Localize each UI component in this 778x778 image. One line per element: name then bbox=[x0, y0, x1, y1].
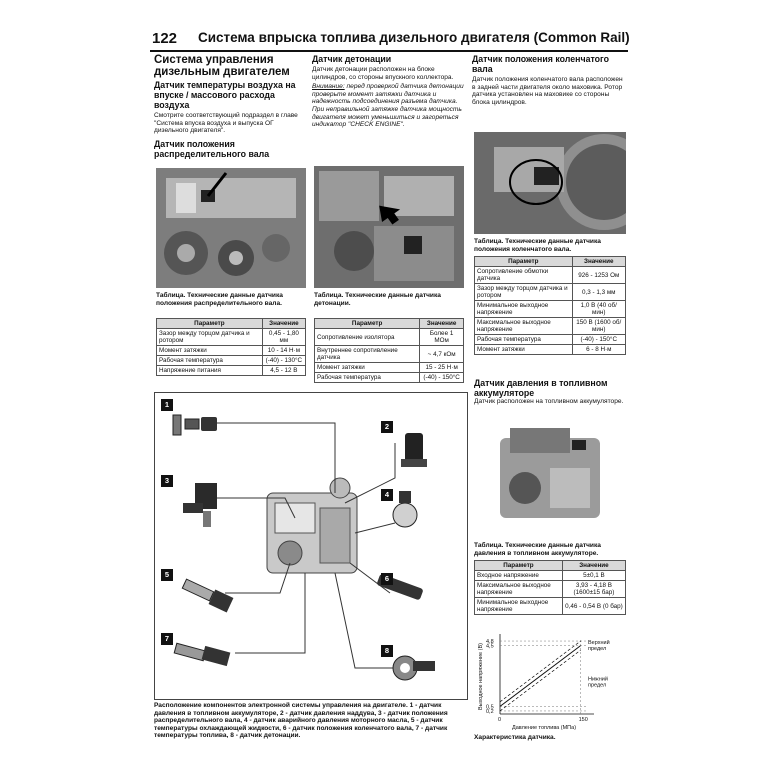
x-axis-label: Давление топлива (МПа) bbox=[512, 725, 577, 731]
table-cell: Более 1 МОм bbox=[420, 329, 464, 346]
table-row bbox=[475, 581, 626, 598]
table-cell: Максимальное выходное напряжение bbox=[475, 318, 573, 335]
table-row bbox=[475, 345, 626, 355]
series-line-3 bbox=[500, 650, 581, 711]
y-axis-label: Выходное напряжение (В) bbox=[478, 643, 484, 710]
annotation-upper-limit: Верхний предел bbox=[588, 640, 610, 653]
table-cell: 15 - 25 Н·м bbox=[420, 363, 464, 373]
table-row bbox=[475, 301, 626, 318]
table-header: Параметр bbox=[475, 257, 573, 267]
table-row bbox=[475, 267, 626, 284]
table-row bbox=[157, 356, 306, 366]
knock-sensor-photo bbox=[314, 166, 464, 288]
x-tick-label: 150 bbox=[578, 717, 588, 723]
warning-text: перед проверкой датчика детонации проверьте момент затяжки датчика и надежность подсоединения разъема датчика. При неправильной затяжке датчика мощность двигателя может уменьшиться и загореться индикатор "CHECK ENGINE". bbox=[312, 83, 464, 129]
rail-spec-table bbox=[474, 560, 626, 615]
table-cell: Внутреннее сопротивление датчика bbox=[315, 346, 420, 363]
graph-caption: Характеристика датчика. bbox=[474, 734, 556, 741]
page-title: Система впрыска топлива дизельного двигателя (Common Rail) bbox=[198, 30, 630, 45]
page-header bbox=[150, 28, 628, 52]
camshaft-table-caption: Таблица. Технические данные датчика положения распределительного вала. bbox=[156, 292, 283, 307]
camshaft-spec-table bbox=[156, 318, 306, 376]
table-cell: Минимальное выходное напряжение bbox=[475, 598, 563, 615]
series-line-2 bbox=[500, 641, 581, 702]
table-row bbox=[315, 363, 464, 373]
engine-drawing bbox=[267, 478, 357, 573]
table-row bbox=[315, 373, 464, 383]
table-cell: Сопротивление изолятора bbox=[315, 329, 420, 346]
crank-sensor-photo bbox=[474, 132, 626, 234]
components-diagram bbox=[154, 392, 468, 700]
label-6: 6 bbox=[381, 573, 393, 585]
table-cell: Входное напряжение bbox=[475, 571, 563, 581]
table-cell: Рабочая температура bbox=[315, 373, 420, 383]
section-title: Система управления дизельным двигателем bbox=[154, 54, 290, 78]
label-3: 3 bbox=[161, 475, 173, 487]
label-7: 7 bbox=[161, 633, 173, 645]
table-row bbox=[475, 335, 626, 345]
subsection-air-temp-text: Смотрите соответствующий подраздел в главе "Система впуска воздуха и выпуска ОГ дизельного двигателя". bbox=[154, 112, 298, 135]
table-cell: 0,46 - 0,54 В (0 бар) bbox=[562, 598, 625, 615]
table-cell: Минимальное выходное напряжение bbox=[475, 301, 573, 318]
table-cell: Момент затяжки bbox=[157, 346, 263, 356]
table-cell: 0,45 - 1,80 мм bbox=[262, 329, 305, 346]
warning-label: Внимание: bbox=[312, 83, 345, 91]
crank-sensor-title: Датчик положения коленчатого вала bbox=[472, 54, 609, 74]
table-row bbox=[157, 346, 306, 356]
table-cell: 4,5 - 12 В bbox=[262, 366, 305, 376]
y-tick-label: 4,5 bbox=[486, 643, 494, 650]
table-cell: Рабочая температура bbox=[475, 335, 573, 345]
table-cell: Напряжение питания bbox=[157, 366, 263, 376]
y-tick-label: 4,8 bbox=[486, 639, 494, 646]
crank-spec-table bbox=[474, 256, 626, 355]
knock-sensor-warning bbox=[312, 83, 464, 129]
table-cell: 0,3 - 1,3 мм bbox=[572, 284, 625, 301]
label-4: 4 bbox=[381, 489, 393, 501]
knock-sensor-text: Датчик детонации расположен на блоке цилиндров, со стороны впускного коллектора. bbox=[312, 66, 454, 81]
table-row bbox=[475, 318, 626, 335]
rail-sensor-photo bbox=[480, 418, 620, 540]
sensor-characteristic-chart bbox=[474, 626, 626, 736]
knock-sensor-title: Датчик детонации bbox=[312, 54, 392, 64]
table-header: Значение bbox=[562, 561, 625, 571]
table-cell: 1,0 В (40 об/мин) bbox=[572, 301, 625, 318]
rail-sensor-text: Датчик расположен на топливном аккумуляторе. bbox=[474, 398, 624, 405]
crank-sensor-text: Датчик положения коленчатого вала расположен в задней части двигателя около маховика. Ротор датчика установлен на маховике со стороны блока цилиндров. bbox=[472, 76, 623, 106]
table-cell: 10 - 14 Н·м bbox=[262, 346, 305, 356]
table-cell: Момент затяжки bbox=[315, 363, 420, 373]
table-cell: Сопротивление обмотки датчика bbox=[475, 267, 573, 284]
table-row bbox=[475, 598, 626, 615]
label-5: 5 bbox=[161, 569, 173, 581]
table-cell: (-40) - 130°C bbox=[262, 356, 305, 366]
table-header: Параметр bbox=[475, 561, 563, 571]
table-row bbox=[157, 366, 306, 376]
table-header: Значение bbox=[572, 257, 625, 267]
camshaft-sensor-photo bbox=[156, 168, 306, 288]
subsection-camshaft: Датчик положения распределительного вала bbox=[154, 138, 270, 159]
rail-table-caption: Таблица. Технические данные датчика давления в топливном аккумуляторе. bbox=[474, 542, 601, 557]
y-tick-label: 0,2 bbox=[486, 708, 494, 715]
column-2 bbox=[312, 54, 464, 129]
table-cell: ~ 4,7 кОм bbox=[420, 346, 464, 363]
table-row bbox=[157, 329, 306, 346]
table-cell: Зазор между торцом датчика и ротором bbox=[475, 284, 573, 301]
table-cell: (-40) - 150°C bbox=[572, 335, 625, 345]
table-cell: 6 - 8 Н·м bbox=[572, 345, 625, 355]
page-number: 122 bbox=[152, 30, 178, 47]
label-1: 1 bbox=[161, 399, 173, 411]
table-cell: 926 - 1253 Ом bbox=[572, 267, 625, 284]
rail-sensor-title: Датчик давления в топливном аккумуляторе bbox=[474, 378, 608, 398]
diagram-drawing bbox=[155, 393, 467, 699]
table-header: Значение bbox=[262, 319, 305, 329]
table-header: Параметр bbox=[157, 319, 263, 329]
table-cell: Максимальное выходное напряжение bbox=[475, 581, 563, 598]
table-row bbox=[475, 571, 626, 581]
crank-table-caption: Таблица. Технические данные датчика положения коленчатого вала. bbox=[474, 238, 601, 253]
series-line-1 bbox=[500, 646, 581, 707]
table-row bbox=[475, 284, 626, 301]
knock-table-caption: Таблица. Технические данные датчика детонации. bbox=[314, 292, 441, 307]
y-tick-label: 0,5 bbox=[486, 704, 494, 711]
label-8: 8 bbox=[381, 645, 393, 657]
label-2: 2 bbox=[381, 421, 393, 433]
column-1 bbox=[154, 54, 304, 159]
manual-page bbox=[150, 28, 628, 750]
table-row bbox=[315, 346, 464, 363]
table-header: Значение bbox=[420, 319, 464, 329]
table-row bbox=[315, 329, 464, 346]
table-cell: Момент затяжки bbox=[475, 345, 573, 355]
table-cell: (-40) - 150°C bbox=[420, 373, 464, 383]
table-cell: 150 В (1600 об/мин) bbox=[572, 318, 625, 335]
table-cell: 3,93 - 4,18 В (1600±15 бар) bbox=[562, 581, 625, 598]
table-header: Параметр bbox=[315, 319, 420, 329]
subsection-air-temp: Датчик температуры воздуха на впуске / массового расхода воздуха bbox=[154, 80, 296, 110]
table-cell: 5±0,1 В bbox=[562, 571, 625, 581]
table-cell: Зазор между торцом датчика и ротором bbox=[157, 329, 263, 346]
knock-spec-table bbox=[314, 318, 464, 383]
table-cell: Рабочая температура bbox=[157, 356, 263, 366]
column-3 bbox=[472, 54, 626, 106]
annotation-lower-limit: Нижний предел bbox=[588, 676, 608, 689]
diagram-caption: Расположение компонентов электронной системы управления на двигателе. 1 - датчик давления в топливном аккумуляторе, 2 - датчик давления наддува, 3 - датчик положения распределительного вала, 4 - датчик аварийного давления моторного масла, 5 - датчик температуры охлаждающей жидкости, 6 - датчик положения коленчатого вала, 7 - датчик температуры топлива, 8 - датчик детонации. bbox=[154, 702, 448, 740]
x-tick-label: 0 bbox=[498, 717, 502, 723]
